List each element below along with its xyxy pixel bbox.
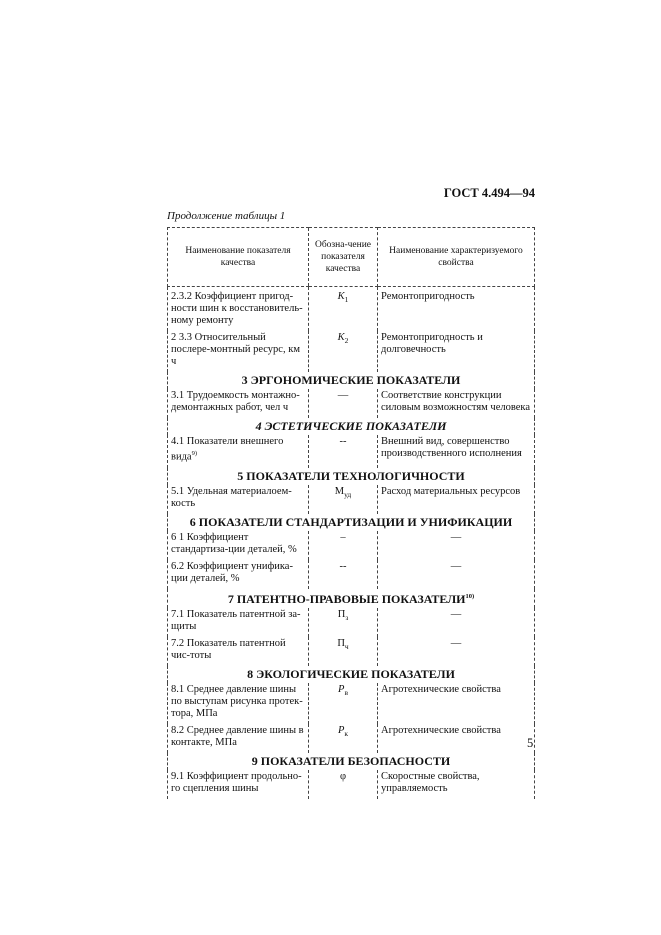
section-heading-row [168, 753, 535, 770]
indicator-symbol [309, 435, 378, 468]
indicator-text: 3.1 Трудоемкость монтажно-демонтажных работ, чел ч [171, 390, 300, 413]
standard-number: ГОСТ 4.494—94 [443, 186, 535, 200]
property-text: Ремонтопригодность и долговечность [381, 332, 483, 355]
indicator-name [168, 331, 309, 372]
symbol-text: М [334, 485, 345, 497]
section-title: 7 ПАТЕНТНО-ПРАВОВЫЕ ПОКАЗАТЕЛИ [227, 591, 466, 606]
indicator-text: 9.1 Коэффициент продольно-го сцепления шины [171, 770, 302, 794]
table-row [168, 435, 535, 468]
section-heading [168, 753, 535, 770]
table-row [168, 389, 535, 418]
indicator-text: 5.1 Удельная материалоем-кость [171, 485, 292, 509]
symbol-subscript: к [344, 728, 349, 738]
indicator-symbol [309, 389, 378, 418]
indicator-symbol [309, 683, 378, 724]
table-row [168, 531, 535, 560]
property-text: — [450, 637, 462, 649]
characterized-property [378, 683, 535, 724]
section-heading-row [168, 468, 535, 485]
indicator-text: 2.3.2 Коэффициент пригод-ности шин к восстановитель-ному ремонту [171, 291, 303, 326]
section-heading [168, 468, 535, 485]
characterized-property [378, 389, 535, 418]
section-heading-row [168, 372, 535, 389]
indicator-name [168, 608, 309, 637]
table-row [168, 560, 535, 589]
page-number: 5 [527, 736, 534, 750]
indicator-symbol [309, 608, 378, 637]
section-title: 8 ЭКОЛОГИЧЕСКИЕ ПОКАЗАТЕЛИ [247, 666, 455, 681]
indicator-name [168, 389, 309, 418]
footnote-ref: 9) [191, 450, 198, 457]
characterized-property [378, 485, 535, 514]
property-text: — [450, 608, 462, 620]
symbol-subscript: 2 [344, 336, 349, 346]
symbol-subscript: з [345, 612, 349, 622]
characterized-property [378, 608, 535, 637]
footnote-ref: 10) [465, 592, 475, 600]
symbol-text: K [337, 332, 345, 343]
indicator-text: 6.2 Коэффициент унифика-ции деталей, % [171, 560, 293, 584]
symbol-subscript: ч [344, 641, 349, 651]
table-row [168, 637, 535, 666]
table-header-row [168, 228, 535, 287]
characterized-property [378, 287, 535, 332]
indicator-symbol [309, 331, 378, 372]
indicator-name [168, 770, 309, 799]
section-heading [168, 666, 535, 683]
indicator-text: 7.1 Показатель патентной за-щиты [171, 608, 301, 632]
section-heading-row [168, 514, 535, 531]
section-title: 4 ЭСТЕТИЧЕСКИЕ ПОКАЗАТЕЛИ [255, 419, 447, 433]
property-text: Внешний вид, совершенство производственного исполнения [381, 436, 522, 459]
section-title: 3 ЭРГОНОМИЧЕСКИЕ ПОКАЗАТЕЛИ [241, 373, 461, 387]
indicator-name [168, 287, 309, 332]
indicator-text: 4.1 Показатели внешнего вида [171, 436, 284, 463]
table-row [168, 608, 535, 637]
section-heading [168, 514, 535, 531]
table-row [168, 770, 535, 799]
indicator-text: 6 1 Коэффициент стандартиза-ции деталей, % [171, 531, 297, 555]
section-title: 9 ПОКАЗАТЕЛИ БЕЗОПАСНОСТИ [251, 753, 451, 768]
indicator-name [168, 683, 309, 724]
section-heading [168, 418, 535, 435]
table-row [168, 683, 535, 724]
indicator-text: 2 3.3 Относительный послере-монтный ресурс, км ч [171, 332, 300, 367]
section-heading [168, 372, 535, 389]
section-heading-row [168, 666, 535, 683]
property-text: — [450, 531, 462, 543]
indicator-symbol [309, 560, 378, 589]
section-heading-row [168, 589, 535, 608]
indicator-symbol [309, 724, 378, 753]
symbol-subscript: в [344, 687, 348, 697]
characterized-property [378, 531, 535, 560]
indicator-symbol [309, 637, 378, 666]
characterized-property [378, 435, 535, 468]
symbol-text: φ [339, 770, 347, 782]
table-caption: Продолжение таблицы 1 [167, 210, 286, 222]
indicator-symbol [309, 770, 378, 799]
table-row [168, 331, 535, 372]
property-text: Скоростные свойства, управляемость [381, 770, 480, 794]
indicator-text: 8.2 Среднее давление шины в контакте, МПа [171, 724, 304, 748]
section-title: 6 ПОКАЗАТЕЛИ СТАНДАРТИЗАЦИИ И УНИФИКАЦИИ [189, 514, 513, 529]
characterized-property [378, 770, 535, 799]
indicator-name [168, 637, 309, 666]
indicator-name [168, 485, 309, 514]
symbol-text: -- [339, 436, 347, 447]
property-text: Ремонтопригодность [381, 291, 475, 302]
symbol-text: P [337, 724, 345, 736]
indicator-name [168, 560, 309, 589]
symbol-text: П [337, 637, 345, 649]
table-row [168, 724, 535, 753]
table-row [168, 287, 535, 332]
property-text: Соответствие конструкции силовым возможностям человека [381, 390, 531, 413]
section-heading-row [168, 418, 535, 435]
symbol-text: – [340, 531, 346, 543]
symbol-text: P [338, 683, 345, 695]
symbol-subscript: 1 [344, 295, 349, 305]
quality-indicators-table [167, 227, 535, 799]
indicator-name [168, 531, 309, 560]
indicator-name [168, 724, 309, 753]
symbol-text: K [337, 291, 345, 302]
symbol-subscript: уд [344, 489, 352, 499]
symbol-text: П [337, 608, 346, 620]
property-text: Расход материальных ресурсов [381, 485, 521, 497]
indicator-symbol [309, 531, 378, 560]
indicator-symbol [309, 287, 378, 332]
characterized-property [378, 331, 535, 372]
column-header-property: Наименование характеризуемого свойства [378, 228, 535, 287]
indicator-text: 7.2 Показатель патентной чис-тоты [171, 637, 286, 661]
indicator-text: 8.1 Среднее давление шины по выступам рисунка протек-тора, МПа [171, 683, 303, 719]
characterized-property [378, 637, 535, 666]
characterized-property [378, 724, 535, 753]
property-text: — [450, 560, 462, 572]
indicator-name [168, 435, 309, 468]
table-row [168, 485, 535, 514]
section-title: 5 ПОКАЗАТЕЛИ ТЕХНОЛОГИЧНОСТИ [237, 468, 465, 483]
symbol-text: -- [339, 560, 347, 572]
section-heading [168, 589, 535, 608]
column-header-symbol: Обозна-чение показателя качества [309, 228, 378, 287]
property-text: Агротехнические свойства [381, 683, 501, 695]
property-text: Агротехнические свойства [381, 724, 501, 736]
symbol-text: — [337, 390, 349, 401]
characterized-property [378, 560, 535, 589]
column-header-indicator: Наименование показателя качества [168, 228, 309, 287]
indicator-symbol [309, 485, 378, 514]
